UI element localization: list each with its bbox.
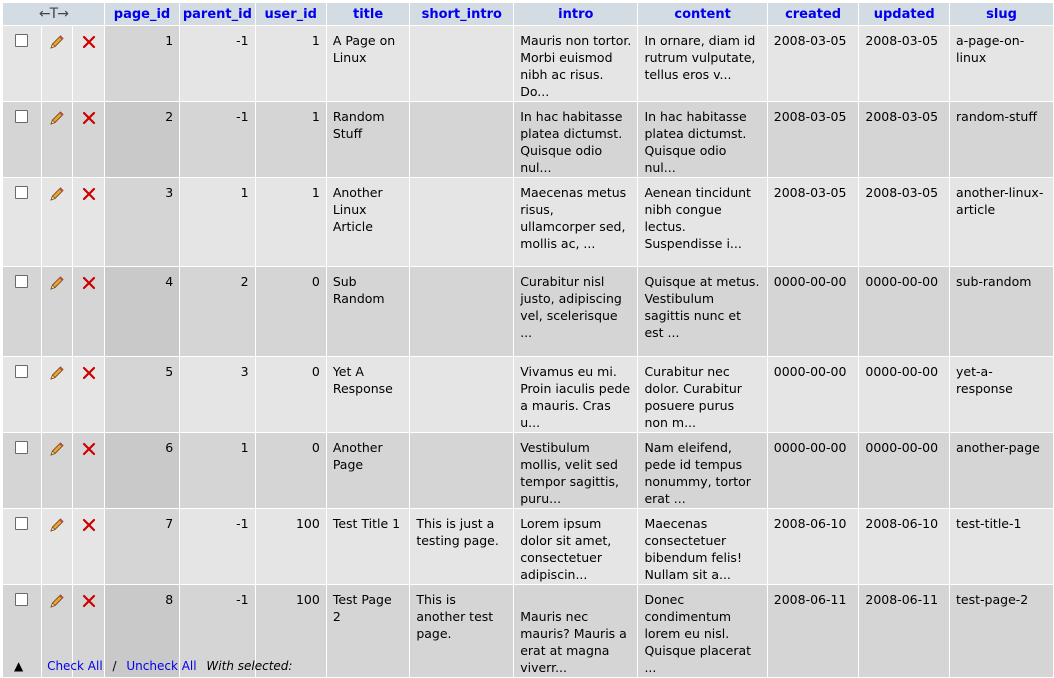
cell-created: 2008-03-05 (767, 26, 859, 102)
cell-slug: a-page-on-linux (950, 26, 1054, 102)
cell-user-id: 1 (255, 26, 326, 102)
cell-title: Test Page 2 (326, 585, 410, 678)
header-row (3, 3, 1054, 26)
cell-parent-id: -1 (180, 509, 255, 585)
delete-cell (73, 26, 105, 102)
cell-slug: random-stuff (950, 102, 1054, 178)
cell-content: Nam eleifend, pede id tempus nonummy, tortor erat ... (638, 433, 767, 509)
cell-short-intro (410, 26, 514, 102)
cell-page-id: 7 (104, 509, 179, 585)
cell-updated: 2008-06-11 (859, 585, 950, 678)
cell-content: In hac habitasse platea dictumst. Quisque odio nul... (638, 102, 767, 178)
cell-updated: 0000-00-00 (859, 433, 950, 509)
cell-slug: another-page (950, 433, 1054, 509)
cell-short-intro: This is just a testing page. (410, 509, 514, 585)
uncheck-all-link[interactable]: Uncheck All (126, 659, 197, 673)
cell-updated: 2008-03-05 (859, 26, 950, 102)
pencil-icon[interactable] (49, 38, 65, 53)
cell-slug: yet-a-response (950, 357, 1054, 433)
cell-user-id: 100 (255, 509, 326, 585)
cell-page-id: 5 (104, 357, 179, 433)
row-checkbox[interactable] (15, 365, 28, 378)
row-select-cell (3, 102, 42, 178)
cell-short-intro (410, 102, 514, 178)
cell-parent-id: -1 (180, 26, 255, 102)
cell-intro: In hac habitasse platea dictumst. Quisque odio nul... (514, 102, 638, 178)
cell-content: In ornare, diam id rutrum vulputate, tellus eros v... (638, 26, 767, 102)
delete-x-icon[interactable] (81, 521, 97, 536)
cell-title: Another Page (326, 433, 410, 509)
edit-cell (41, 357, 73, 433)
cell-page-id: 8 (104, 585, 179, 678)
cell-slug: test-page-2 (950, 585, 1054, 678)
row-checkbox[interactable] (15, 186, 28, 199)
column-header-short-intro[interactable]: short_intro (410, 3, 514, 26)
cell-created: 0000-00-00 (767, 267, 859, 357)
cell-title: A Page on Linux (326, 26, 410, 102)
cell-parent-id: -1 (180, 102, 255, 178)
cell-updated: 0000-00-00 (859, 267, 950, 357)
edit-cell (41, 26, 73, 102)
cell-content: Donec condimentum lorem eu nisl. Quisque placerat ... (638, 585, 767, 678)
table-body (3, 26, 1054, 678)
row-select-cell (3, 509, 42, 585)
delete-cell (73, 102, 105, 178)
cell-created: 0000-00-00 (767, 433, 859, 509)
edit-cell (41, 178, 73, 267)
delete-cell (73, 178, 105, 267)
column-header-parent-id[interactable]: parent_id (180, 3, 255, 26)
row-checkbox[interactable] (15, 34, 28, 47)
cell-parent-id: 3 (180, 357, 255, 433)
column-header-slug[interactable]: slug (950, 3, 1054, 26)
results-table (2, 2, 1054, 678)
row-select-cell (3, 357, 42, 433)
cell-user-id: 0 (255, 433, 326, 509)
pencil-icon[interactable] (49, 190, 65, 205)
cell-updated: 2008-03-05 (859, 178, 950, 267)
arrow-up-icon: ▲ (14, 659, 24, 673)
delete-x-icon[interactable] (81, 190, 97, 205)
cell-created: 0000-00-00 (767, 357, 859, 433)
cell-page-id: 2 (104, 102, 179, 178)
column-header-title[interactable]: title (326, 3, 410, 26)
cell-intro: Maecenas metus risus, ullamcorper sed, mollis ac, ... (514, 178, 638, 267)
cell-title: Random Stuff (326, 102, 410, 178)
cell-title: Test Title 1 (326, 509, 410, 585)
cell-content: Quisque at metus. Vestibulum sagittis nunc et est ... (638, 267, 767, 357)
row-select-cell (3, 267, 42, 357)
table-row (3, 102, 1054, 178)
row-select-cell (3, 26, 42, 102)
cell-parent-id: 1 (180, 178, 255, 267)
pencil-icon[interactable] (49, 445, 65, 460)
cell-title: Sub Random (326, 267, 410, 357)
edit-cell (41, 433, 73, 509)
delete-cell (73, 509, 105, 585)
cell-intro: Mauris nec mauris? Mauris a erat at magna viverr... (514, 585, 638, 678)
delete-x-icon[interactable] (81, 445, 97, 460)
cell-slug: sub-random (950, 267, 1054, 357)
cell-page-id: 6 (104, 433, 179, 509)
cell-updated: 0000-00-00 (859, 357, 950, 433)
table-row (3, 178, 1054, 267)
pencil-icon[interactable] (49, 114, 65, 129)
cell-short-intro (410, 433, 514, 509)
table-row (3, 357, 1054, 433)
cell-user-id: 0 (255, 357, 326, 433)
cell-content: Curabitur nec dolor. Curabitur posuere purus non m... (638, 357, 767, 433)
column-header-content[interactable]: content (638, 3, 767, 26)
delete-cell (73, 357, 105, 433)
cell-parent-id: 1 (180, 433, 255, 509)
cell-user-id: 1 (255, 178, 326, 267)
row-select-cell (3, 433, 42, 509)
column-header-created[interactable]: created (767, 3, 859, 26)
column-header-user-id[interactable]: user_id (255, 3, 326, 26)
column-header-page-id[interactable]: page_id (104, 3, 179, 26)
cell-page-id: 1 (104, 26, 179, 102)
cell-short-intro (410, 357, 514, 433)
cell-user-id: 1 (255, 102, 326, 178)
pencil-icon[interactable] (49, 369, 65, 384)
row-checkbox[interactable] (15, 110, 28, 123)
delete-x-icon[interactable] (81, 597, 97, 612)
with-selected-label: With selected: (206, 659, 293, 673)
row-checkbox[interactable] (15, 441, 28, 454)
cell-title: Another Linux Article (326, 178, 410, 267)
cell-parent-id: 2 (180, 267, 255, 357)
pencil-icon[interactable] (49, 597, 65, 612)
row-select-cell (3, 178, 42, 267)
cell-title: Yet A Response (326, 357, 410, 433)
column-header-intro[interactable]: intro (514, 3, 638, 26)
cell-intro: Curabitur nisl justo, adipiscing vel, scelerisque ... (514, 267, 638, 357)
cell-slug: another-linux-article (950, 178, 1054, 267)
table-row (3, 433, 1054, 509)
cell-short-intro (410, 178, 514, 267)
cell-updated: 2008-06-10 (859, 509, 950, 585)
cell-intro: Vivamus eu mi. Proin iaculis pede a mauris. Cras u... (514, 357, 638, 433)
edit-cell (41, 509, 73, 585)
delete-x-icon[interactable] (81, 114, 97, 129)
row-checkbox[interactable] (15, 517, 28, 530)
table-row (3, 26, 1054, 102)
cell-created: 2008-06-10 (767, 509, 859, 585)
row-checkbox[interactable] (15, 275, 28, 288)
cell-created: 2008-06-11 (767, 585, 859, 678)
cell-intro: Mauris non tortor. Morbi euismod nibh ac risus. Do... (514, 26, 638, 102)
cell-intro: Lorem ipsum dolor sit amet, consectetuer adipiscin... (514, 509, 638, 585)
cell-user-id: 0 (255, 267, 326, 357)
cell-updated: 2008-03-05 (859, 102, 950, 178)
delete-cell (73, 267, 105, 357)
cell-slug: test-title-1 (950, 509, 1054, 585)
cell-created: 2008-03-05 (767, 178, 859, 267)
cell-created: 2008-03-05 (767, 102, 859, 178)
delete-x-icon[interactable] (81, 38, 97, 53)
cell-content: Maecenas consectetuer bibendum felis! Nullam sit a... (638, 509, 767, 585)
cell-user-id: 100 (255, 585, 326, 678)
cell-parent-id: -1 (180, 585, 255, 678)
row-checkbox[interactable] (15, 593, 28, 606)
cell-content: Aenean tincidunt nibh congue lectus. Suspendisse i... (638, 178, 767, 267)
column-header-updated[interactable]: updated (859, 3, 950, 26)
cell-intro: Vestibulum mollis, velit sed tempor sagittis, puru... (514, 433, 638, 509)
table-row (3, 267, 1054, 357)
delete-x-icon[interactable] (81, 279, 97, 294)
check-all-link[interactable]: Check All (47, 659, 103, 673)
cell-page-id: 3 (104, 178, 179, 267)
cell-page-id: 4 (104, 267, 179, 357)
table-footer: ▲ Check All / Uncheck All With selected: (14, 659, 293, 673)
cell-short-intro (410, 267, 514, 357)
delete-cell (73, 433, 105, 509)
pencil-icon[interactable] (49, 521, 65, 536)
table-row (3, 509, 1054, 585)
column-sort-arrows[interactable]: ←T→ (3, 3, 105, 26)
cell-short-intro: This is another test page. (410, 585, 514, 678)
pencil-icon[interactable] (49, 279, 65, 294)
delete-x-icon[interactable] (81, 369, 97, 384)
edit-cell (41, 102, 73, 178)
edit-cell (41, 267, 73, 357)
